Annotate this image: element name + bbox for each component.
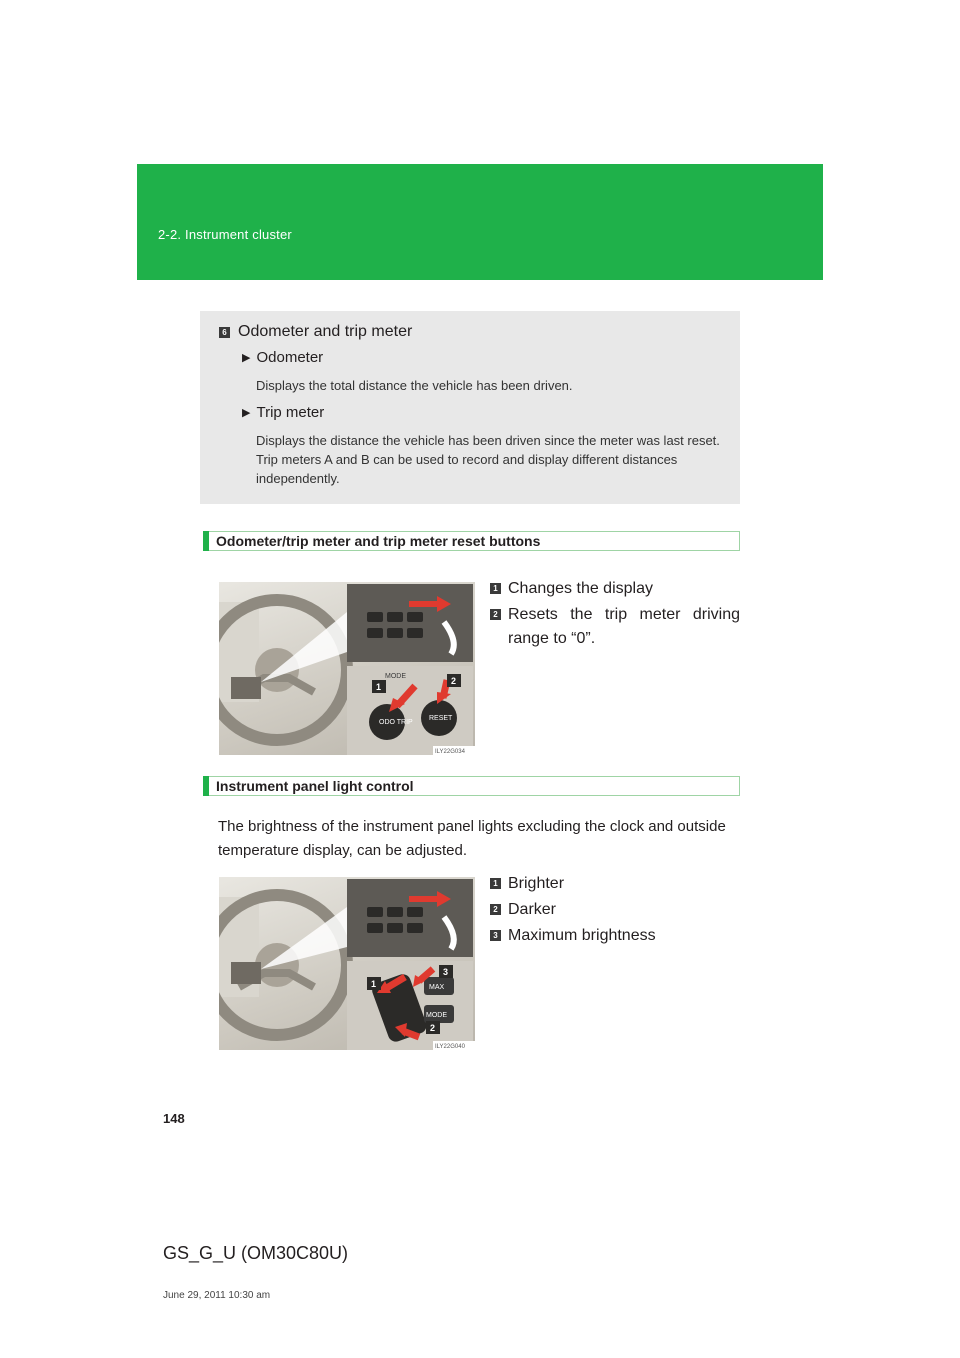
item-title-text: Odometer and trip meter — [238, 323, 413, 340]
svg-text:MAX: MAX — [429, 984, 445, 991]
svg-text:3: 3 — [443, 967, 449, 977]
legend-item — [490, 603, 740, 651]
legend-text: Maximum brightness — [508, 927, 656, 944]
odometer-subtitle — [242, 349, 323, 366]
legend-item — [490, 872, 740, 896]
item-title — [219, 323, 412, 341]
document-code: GS_G_U (OM30C80U) — [163, 1243, 349, 1263]
legend-item — [490, 577, 740, 601]
triangle-bullet-icon: ▶ — [242, 352, 251, 364]
svg-text:MODE: MODE — [426, 1012, 447, 1019]
legend-text: Brighter — [508, 875, 565, 892]
legend-text: Resets the trip meter driving range to “0”. — [508, 606, 740, 647]
svg-text:1: 1 — [371, 979, 377, 989]
legend-item — [490, 924, 740, 948]
trip-meter-subtitle — [242, 404, 324, 421]
svg-text:2: 2 — [430, 1023, 436, 1033]
section-label: 2-2. Instrument cluster — [158, 227, 292, 242]
trip-meter-desc: Displays the distance the vehicle has been driven since the meter was last reset. Trip meters A and B can be used to record and display different distances independently. — [256, 433, 720, 486]
heading-accent-bar — [203, 531, 209, 551]
odometer-buttons-legend — [490, 577, 740, 653]
odometer-info-box — [200, 311, 740, 504]
heading-text: Odometer/trip meter and trip meter reset buttons — [216, 533, 541, 549]
panel-light-illustration — [219, 877, 475, 1050]
odometer-label: Odometer — [256, 349, 324, 366]
trip-meter-label: Trip meter — [256, 404, 325, 421]
number-badge: 3 — [490, 930, 501, 941]
number-badge: 2 — [490, 904, 501, 915]
panel-light-legend — [490, 872, 740, 950]
legend-item — [490, 898, 740, 922]
header-band — [137, 164, 823, 280]
svg-text:ILY22G040: ILY22G040 — [435, 1044, 465, 1050]
triangle-bullet-icon: ▶ — [242, 407, 251, 419]
odometer-desc: Displays the total distance the vehicle has been driven. — [256, 378, 573, 393]
page-number: 148 — [163, 1111, 185, 1126]
svg-text:RESET: RESET — [429, 715, 453, 722]
section-heading-panel-light — [203, 776, 740, 796]
legend-text: Darker — [508, 901, 557, 918]
document-date: June 29, 2011 10:30 am — [163, 1290, 271, 1301]
heading-accent-bar — [203, 776, 209, 796]
section-heading-odometer-buttons — [203, 531, 740, 551]
number-badge: 1 — [490, 878, 501, 889]
odometer-buttons-illustration — [219, 582, 475, 755]
number-badge: 1 — [490, 583, 501, 594]
svg-text:ODO TRIP: ODO TRIP — [379, 719, 413, 726]
svg-text:MODE: MODE — [385, 673, 406, 680]
number-badge: 2 — [490, 609, 501, 620]
legend-text: Changes the display — [508, 580, 653, 597]
svg-text:2: 2 — [451, 676, 457, 686]
number-badge: 6 — [219, 327, 230, 338]
svg-text:ILY22G034: ILY22G034 — [435, 749, 465, 755]
panel-light-description: The brightness of the instrument panel lights excluding the clock and outside temperature display, can be adjusted. — [218, 818, 726, 859]
svg-text:1: 1 — [376, 682, 382, 692]
heading-text: Instrument panel light control — [216, 778, 414, 794]
